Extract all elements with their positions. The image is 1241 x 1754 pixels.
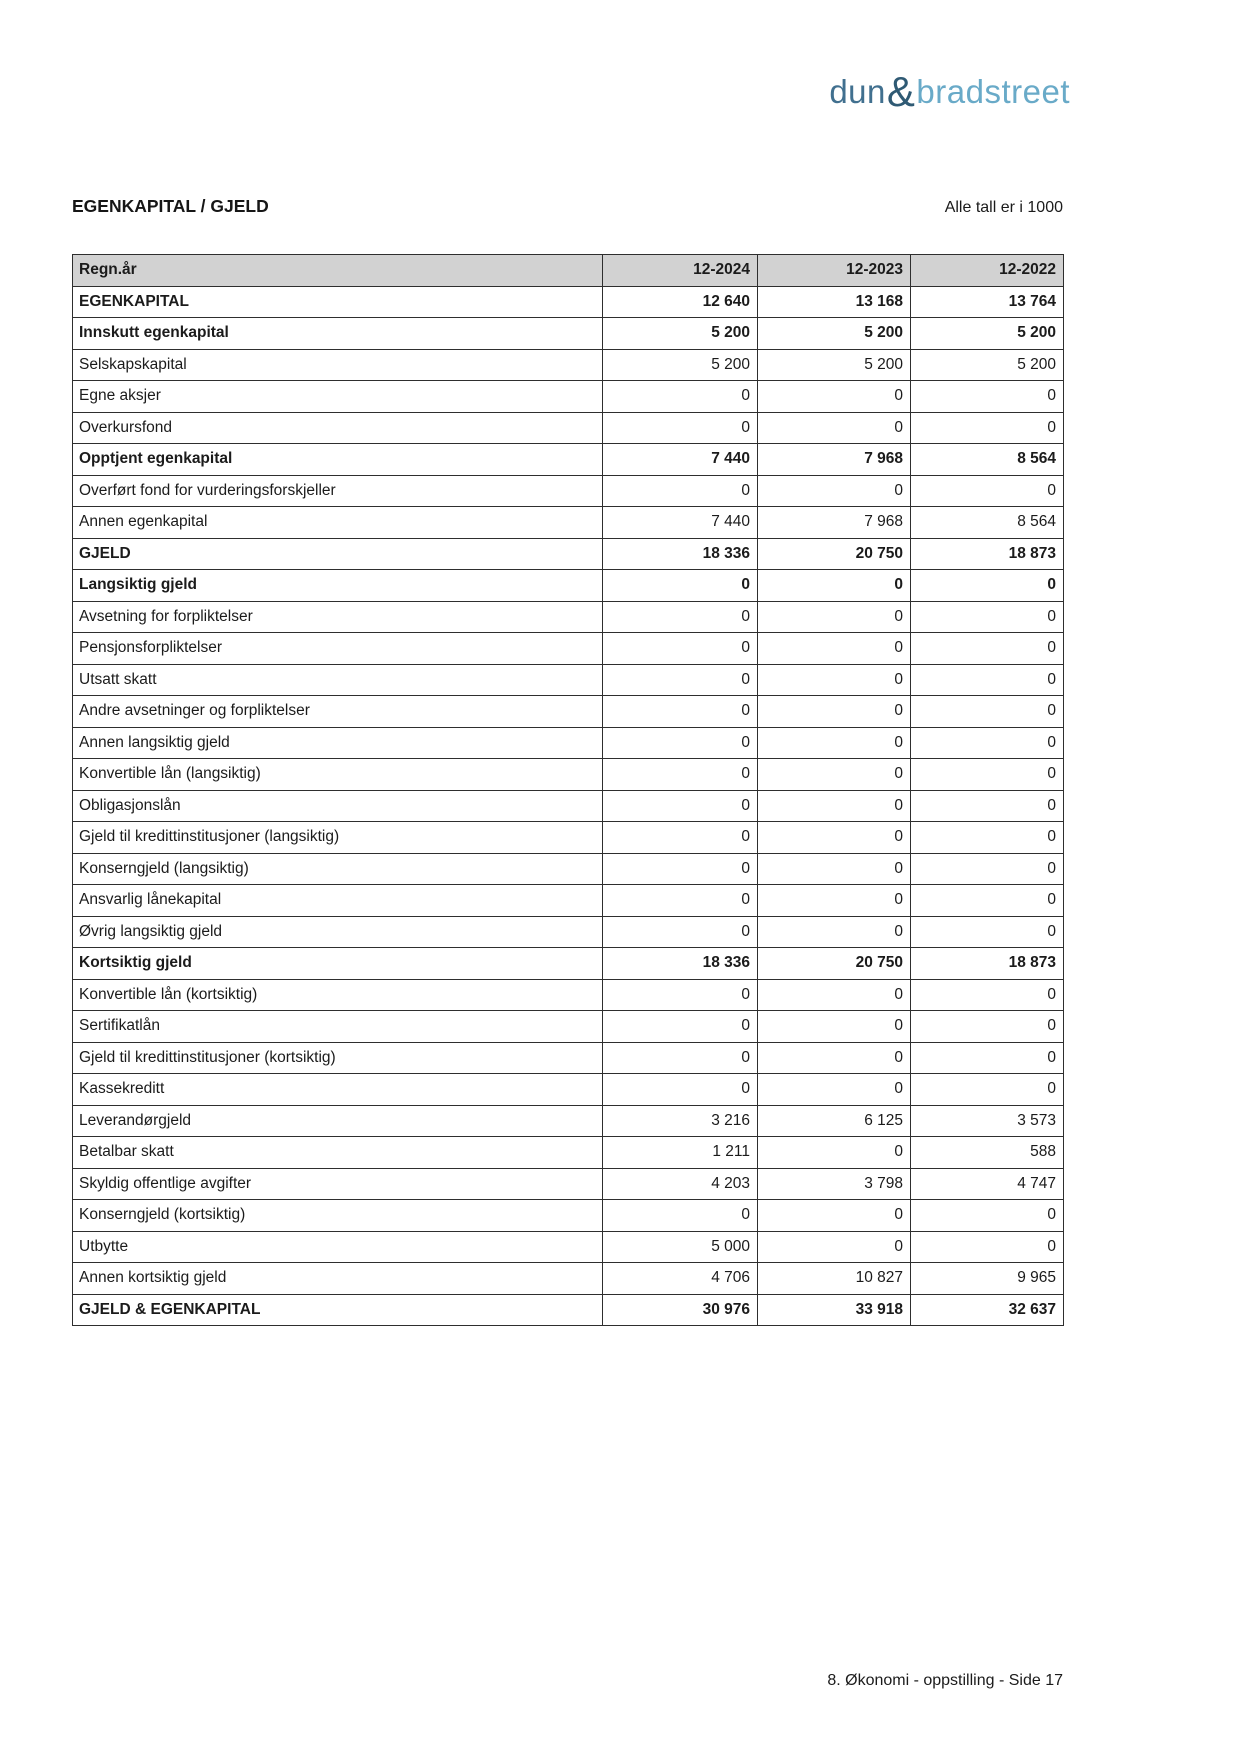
page-title: EGENKAPITAL / GJELD	[72, 196, 269, 216]
col-header-12-2022: 12-2022	[911, 255, 1064, 287]
row-label: Overført fond for vurderingsforskjeller	[73, 475, 603, 507]
value-cell-12-2024: 18 336	[603, 538, 758, 570]
table-row	[73, 475, 1064, 507]
row-label: Opptjent egenkapital	[73, 444, 603, 476]
value-cell-12-2022: 13 764	[911, 286, 1064, 318]
table-row	[73, 1074, 1064, 1106]
row-label: Gjeld til kredittinstitusjoner (kortsiktig)	[73, 1042, 603, 1074]
value-cell-12-2022: 18 873	[911, 948, 1064, 980]
row-label: Gjeld til kredittinstitusjoner (langsiktig)	[73, 822, 603, 854]
row-label: Selskapskapital	[73, 349, 603, 381]
col-header-12-2024: 12-2024	[603, 255, 758, 287]
logo-text-dun: dun	[829, 73, 886, 110]
value-cell-12-2023: 0	[758, 727, 911, 759]
value-cell-12-2022: 0	[911, 601, 1064, 633]
value-cell-12-2022: 0	[911, 1011, 1064, 1043]
table-row	[73, 1200, 1064, 1232]
value-cell-12-2022: 0	[911, 381, 1064, 413]
value-cell-12-2024: 4 706	[603, 1263, 758, 1295]
row-label: Obligasjonslån	[73, 790, 603, 822]
value-cell-12-2022: 3 573	[911, 1105, 1064, 1137]
row-label: Betalbar skatt	[73, 1137, 603, 1169]
value-cell-12-2024: 0	[603, 412, 758, 444]
value-cell-12-2023: 0	[758, 822, 911, 854]
table-row	[73, 916, 1064, 948]
table-row	[73, 948, 1064, 980]
value-cell-12-2023: 33 918	[758, 1294, 911, 1326]
table-row	[73, 286, 1064, 318]
table-row	[73, 1042, 1064, 1074]
table-row	[73, 979, 1064, 1011]
row-label: Avsetning for forpliktelser	[73, 601, 603, 633]
table-row	[73, 633, 1064, 665]
table-body	[73, 286, 1064, 1326]
value-cell-12-2023: 0	[758, 1137, 911, 1169]
value-cell-12-2024: 0	[603, 1200, 758, 1232]
balance-sheet-table	[72, 254, 1064, 1326]
value-cell-12-2023: 0	[758, 916, 911, 948]
table-row	[73, 601, 1064, 633]
row-label: Konvertible lån (langsiktig)	[73, 759, 603, 791]
value-cell-12-2024: 5 200	[603, 318, 758, 350]
value-cell-12-2023: 0	[758, 853, 911, 885]
value-cell-12-2022: 0	[911, 1042, 1064, 1074]
title-row	[72, 196, 1063, 217]
value-cell-12-2022: 0	[911, 916, 1064, 948]
value-cell-12-2023: 0	[758, 664, 911, 696]
row-label: Innskutt egenkapital	[73, 318, 603, 350]
value-cell-12-2023: 0	[758, 412, 911, 444]
row-label: GJELD	[73, 538, 603, 570]
col-header-12-2023: 12-2023	[758, 255, 911, 287]
value-cell-12-2022: 0	[911, 412, 1064, 444]
value-cell-12-2022: 5 200	[911, 349, 1064, 381]
value-cell-12-2022: 8 564	[911, 507, 1064, 539]
row-label: Konserngjeld (langsiktig)	[73, 853, 603, 885]
row-label: Overkursfond	[73, 412, 603, 444]
value-cell-12-2022: 588	[911, 1137, 1064, 1169]
value-cell-12-2022: 0	[911, 853, 1064, 885]
value-cell-12-2022: 0	[911, 664, 1064, 696]
value-cell-12-2024: 1 211	[603, 1137, 758, 1169]
value-cell-12-2023: 7 968	[758, 444, 911, 476]
value-cell-12-2022: 0	[911, 727, 1064, 759]
value-cell-12-2023: 0	[758, 1231, 911, 1263]
row-label: Kortsiktig gjeld	[73, 948, 603, 980]
table-row	[73, 507, 1064, 539]
value-cell-12-2024: 30 976	[603, 1294, 758, 1326]
value-cell-12-2023: 5 200	[758, 349, 911, 381]
value-cell-12-2024: 7 440	[603, 507, 758, 539]
value-cell-12-2024: 0	[603, 853, 758, 885]
value-cell-12-2023: 0	[758, 475, 911, 507]
row-label: Annen kortsiktig gjeld	[73, 1263, 603, 1295]
value-cell-12-2022: 0	[911, 696, 1064, 728]
balance-sheet-table-wrap	[72, 254, 1064, 1326]
table-row	[73, 412, 1064, 444]
row-label: Kassekreditt	[73, 1074, 603, 1106]
table-row	[73, 538, 1064, 570]
value-cell-12-2024: 0	[603, 1042, 758, 1074]
value-cell-12-2022: 0	[911, 885, 1064, 917]
value-cell-12-2022: 0	[911, 822, 1064, 854]
value-cell-12-2024: 0	[603, 601, 758, 633]
value-cell-12-2024: 3 216	[603, 1105, 758, 1137]
value-cell-12-2024: 7 440	[603, 444, 758, 476]
value-cell-12-2022: 32 637	[911, 1294, 1064, 1326]
row-label: Pensjonsforpliktelser	[73, 633, 603, 665]
units-note: Alle tall er i 1000	[944, 199, 1063, 216]
value-cell-12-2022: 4 747	[911, 1168, 1064, 1200]
value-cell-12-2023: 0	[758, 601, 911, 633]
row-label: Annen langsiktig gjeld	[73, 727, 603, 759]
value-cell-12-2024: 5 000	[603, 1231, 758, 1263]
row-label: Ansvarlig lånekapital	[73, 885, 603, 917]
table-row	[73, 822, 1064, 854]
value-cell-12-2024: 0	[603, 1074, 758, 1106]
value-cell-12-2022: 0	[911, 475, 1064, 507]
value-cell-12-2023: 0	[758, 1074, 911, 1106]
value-cell-12-2023: 3 798	[758, 1168, 911, 1200]
value-cell-12-2023: 0	[758, 381, 911, 413]
row-label: Sertifikatlån	[73, 1011, 603, 1043]
value-cell-12-2024: 0	[603, 822, 758, 854]
table-row	[73, 790, 1064, 822]
value-cell-12-2024: 0	[603, 916, 758, 948]
table-row	[73, 444, 1064, 476]
value-cell-12-2024: 0	[603, 633, 758, 665]
value-cell-12-2024: 0	[603, 381, 758, 413]
value-cell-12-2023: 0	[758, 1200, 911, 1232]
value-cell-12-2022: 0	[911, 979, 1064, 1011]
logo-ampersand-icon: &	[886, 68, 916, 115]
row-label: Langsiktig gjeld	[73, 570, 603, 602]
value-cell-12-2024: 0	[603, 1011, 758, 1043]
table-row	[73, 759, 1064, 791]
value-cell-12-2024: 0	[603, 979, 758, 1011]
table-row	[73, 381, 1064, 413]
row-label: GJELD & EGENKAPITAL	[73, 1294, 603, 1326]
row-label: Konvertible lån (kortsiktig)	[73, 979, 603, 1011]
value-cell-12-2024: 0	[603, 475, 758, 507]
value-cell-12-2024: 0	[603, 759, 758, 791]
value-cell-12-2022: 0	[911, 759, 1064, 791]
row-label: Andre avsetninger og forpliktelser	[73, 696, 603, 728]
row-label: Utbytte	[73, 1231, 603, 1263]
table-row	[73, 1231, 1064, 1263]
value-cell-12-2023: 0	[758, 1011, 911, 1043]
table-row	[73, 318, 1064, 350]
table-row	[73, 1105, 1064, 1137]
value-cell-12-2022: 0	[911, 1231, 1064, 1263]
row-label: Konserngjeld (kortsiktig)	[73, 1200, 603, 1232]
value-cell-12-2024: 0	[603, 790, 758, 822]
value-cell-12-2022: 8 564	[911, 444, 1064, 476]
value-cell-12-2024: 5 200	[603, 349, 758, 381]
value-cell-12-2024: 0	[603, 664, 758, 696]
table-row	[73, 349, 1064, 381]
logo-text-bradstreet: bradstreet	[916, 73, 1070, 110]
value-cell-12-2024: 12 640	[603, 286, 758, 318]
table-row	[73, 1294, 1064, 1326]
value-cell-12-2024: 4 203	[603, 1168, 758, 1200]
table-row	[73, 570, 1064, 602]
table-row	[73, 1011, 1064, 1043]
value-cell-12-2024: 0	[603, 727, 758, 759]
value-cell-12-2023: 5 200	[758, 318, 911, 350]
table-row	[73, 664, 1064, 696]
value-cell-12-2022: 18 873	[911, 538, 1064, 570]
value-cell-12-2023: 6 125	[758, 1105, 911, 1137]
value-cell-12-2023: 10 827	[758, 1263, 911, 1295]
value-cell-12-2024: 0	[603, 696, 758, 728]
table-row	[73, 727, 1064, 759]
value-cell-12-2022: 9 965	[911, 1263, 1064, 1295]
value-cell-12-2022: 0	[911, 790, 1064, 822]
value-cell-12-2022: 5 200	[911, 318, 1064, 350]
value-cell-12-2023: 0	[758, 885, 911, 917]
value-cell-12-2023: 0	[758, 759, 911, 791]
value-cell-12-2023: 7 968	[758, 507, 911, 539]
value-cell-12-2023: 13 168	[758, 286, 911, 318]
value-cell-12-2023: 20 750	[758, 538, 911, 570]
table-row	[73, 1168, 1064, 1200]
value-cell-12-2023: 0	[758, 790, 911, 822]
dun-bradstreet-logo	[829, 68, 1070, 115]
value-cell-12-2023: 0	[758, 1042, 911, 1074]
table-row	[73, 1263, 1064, 1295]
table-row	[73, 853, 1064, 885]
table-row	[73, 696, 1064, 728]
table-row	[73, 885, 1064, 917]
row-label: Utsatt skatt	[73, 664, 603, 696]
col-header-regnar: Regn.år	[73, 255, 603, 287]
table-header-row	[73, 255, 1064, 287]
row-label: Skyldig offentlige avgifter	[73, 1168, 603, 1200]
row-label: Egne aksjer	[73, 381, 603, 413]
value-cell-12-2023: 0	[758, 633, 911, 665]
value-cell-12-2023: 0	[758, 570, 911, 602]
value-cell-12-2024: 18 336	[603, 948, 758, 980]
row-label: EGENKAPITAL	[73, 286, 603, 318]
table-row	[73, 1137, 1064, 1169]
value-cell-12-2022: 0	[911, 1074, 1064, 1106]
value-cell-12-2022: 0	[911, 633, 1064, 665]
row-label: Øvrig langsiktig gjeld	[73, 916, 603, 948]
row-label: Leverandørgjeld	[73, 1105, 603, 1137]
row-label: Annen egenkapital	[73, 507, 603, 539]
page-footer: 8. Økonomi - oppstilling - Side 17	[827, 1672, 1063, 1689]
value-cell-12-2023: 0	[758, 696, 911, 728]
value-cell-12-2023: 20 750	[758, 948, 911, 980]
value-cell-12-2023: 0	[758, 979, 911, 1011]
value-cell-12-2024: 0	[603, 885, 758, 917]
value-cell-12-2022: 0	[911, 1200, 1064, 1232]
value-cell-12-2022: 0	[911, 570, 1064, 602]
value-cell-12-2024: 0	[603, 570, 758, 602]
